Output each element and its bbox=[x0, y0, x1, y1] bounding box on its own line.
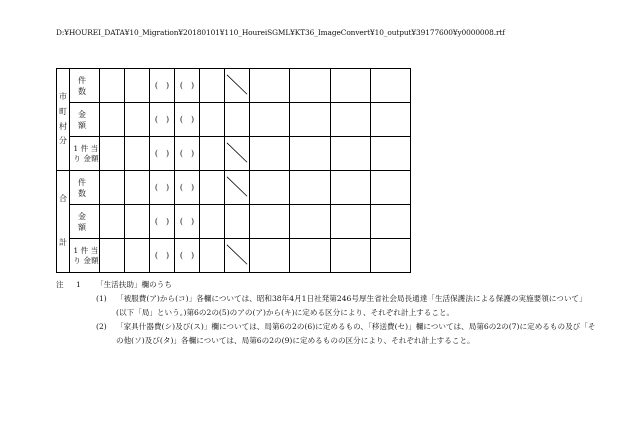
note-item: (2) 「家具什器費(シ)及び(ス)」欄については、局第6の2の(6)に定めるもの、「移送費(セ)」欄については、局第6の2の(7)に定めるもの及び「その他(ソ)及び(タ)」各欄については、局第6の2の(9)に定めるものの区分により、それぞれ計上すること。 bbox=[96, 322, 596, 346]
table-row: 1 件 当 り 金額 ( ) ( ) bbox=[57, 239, 411, 273]
row-label-amount: 金 額 bbox=[70, 205, 100, 239]
table-row: 市 町 村 分 件 数 ( ) ( ) bbox=[57, 69, 411, 103]
table-row: 金 額 ( ) ( ) bbox=[57, 103, 411, 137]
row-label-per-case: 1 件 当 り 金額 bbox=[70, 137, 100, 171]
diagonal-cell bbox=[225, 69, 250, 103]
note-item: (1) 「被服費(ア)から(コ)」各欄については、昭和38年4月1日社発第246号厚生省社会局長通達「生活保護法による保護の実施要領について」(以下「局」という。)第6の2の(5)のアの(ア)から(キ)に定める区分により、それぞれ計上すること。 bbox=[96, 294, 587, 318]
table-row: 1 件 当 り 金額 ( ) ( ) bbox=[57, 137, 411, 171]
notes-section bbox=[56, 278, 596, 348]
row-label-count: 件 数 bbox=[70, 69, 100, 103]
group-label-municipal: 市 町 村 分 bbox=[57, 69, 70, 171]
group-label-total: 合 計 bbox=[57, 171, 70, 273]
notes-heading: 注 1 「生活扶助」欄のうち bbox=[56, 280, 172, 289]
diagonal-cell bbox=[225, 239, 250, 273]
diagonal-cell bbox=[225, 137, 250, 171]
row-label-count: 件 数 bbox=[70, 171, 100, 205]
row-label-amount: 金 額 bbox=[70, 103, 100, 137]
statistics-table bbox=[56, 68, 411, 273]
table-row: 合 計 件 数 ( ) ( ) bbox=[57, 171, 411, 205]
table-row: 金 額 ( ) ( ) bbox=[57, 205, 411, 239]
row-label-per-case: 1 件 当 り 金額 bbox=[70, 239, 100, 273]
diagonal-cell bbox=[225, 171, 250, 205]
file-path: D:¥HOUREI_DATA¥10_Migration¥20180101¥110_HoureiSGML¥KT36_ImageConvert¥10_output¥39177600¥y0000008.rtf bbox=[56, 28, 505, 37]
